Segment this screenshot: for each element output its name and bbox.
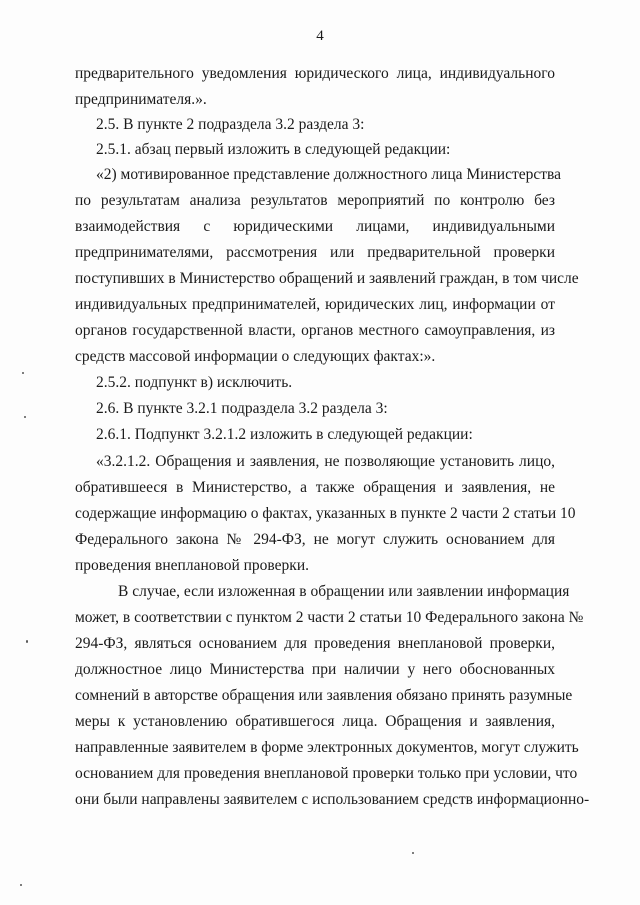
text-line: может, в соответствии с пунктом 2 части 2 статьи 10 Федерального закона № [75, 609, 584, 626]
scan-speck [22, 372, 24, 374]
text-line: направленные заявителем в форме электронных документов, могут служить [75, 739, 579, 756]
text-line: меры к установлению обратившегося лица. Обращения и заявления, [75, 713, 555, 730]
text-line: сомнений в авторстве обращения или заявления обязано принять разумные [75, 687, 573, 704]
text-line: «3.2.1.2. Обращения и заявления, не позволяющие установить лицо, [96, 453, 555, 470]
text-line: 2.5.2. подпункт в) исключить. [96, 374, 293, 391]
text-line: «2) мотивированное представление должностного лица Министерства [96, 166, 562, 183]
text-line: 2.6.1. Подпункт 3.2.1.2 изложить в следующей редакции: [96, 426, 473, 443]
text-line: по результатам анализа результатов мероприятий по контролю без [75, 192, 555, 209]
scan-speck [24, 416, 26, 418]
page-number: 4 [316, 28, 324, 44]
text-line: предпринимателя.». [75, 91, 207, 108]
text-line: 2.6. В пункте 3.2.1 подраздела 3.2 раздела 3: [96, 400, 388, 417]
scan-speck [20, 884, 22, 886]
text-line: предпринимателями, рассмотрения или предварительной проверки [75, 244, 555, 261]
scan-speck [412, 852, 414, 854]
text-line: 294-ФЗ, являться основанием для проведения внеплановой проверки, [75, 635, 555, 652]
text-line: проведения внеплановой проверки. [75, 557, 309, 574]
text-line: они были направлены заявителем с использованием средств информационно- [75, 791, 590, 808]
text-line: В случае, если изложенная в обращении или заявлении информация [118, 583, 570, 600]
text-line: 2.5. В пункте 2 подраздела 3.2 раздела 3: [96, 116, 365, 133]
text-line: 2.5.1. абзац первый изложить в следующей редакции: [96, 141, 451, 158]
text-line: средств массовой информации о следующих фактах:». [75, 348, 436, 365]
text-line: взаимодействия с юридическими лицами, индивидуальными [75, 218, 555, 235]
text-line: основанием для проведения внеплановой проверки только при условии, что [75, 765, 578, 782]
text-line: Федерального закона № 294-ФЗ, не могут служить основанием для [75, 531, 555, 548]
text-line: содержащие информацию о фактах, указанных в пункте 2 части 2 статьи 10 [75, 505, 576, 522]
text-line: поступивших в Министерство обращений и заявлений граждан, в том числе [75, 270, 579, 287]
text-line: органов государственной власти, органов местного самоуправления, из [75, 322, 555, 339]
text-line: обратившееся в Министерство, а также обращения и заявления, не [75, 479, 555, 496]
scan-speck [26, 640, 28, 643]
text-line: должностное лицо Министерства при наличии у него обоснованных [75, 661, 555, 678]
text-line: индивидуальных предпринимателей, юридических лиц, информации от [75, 296, 555, 313]
text-line: предварительного уведомления юридического лица, индивидуального [75, 65, 555, 82]
